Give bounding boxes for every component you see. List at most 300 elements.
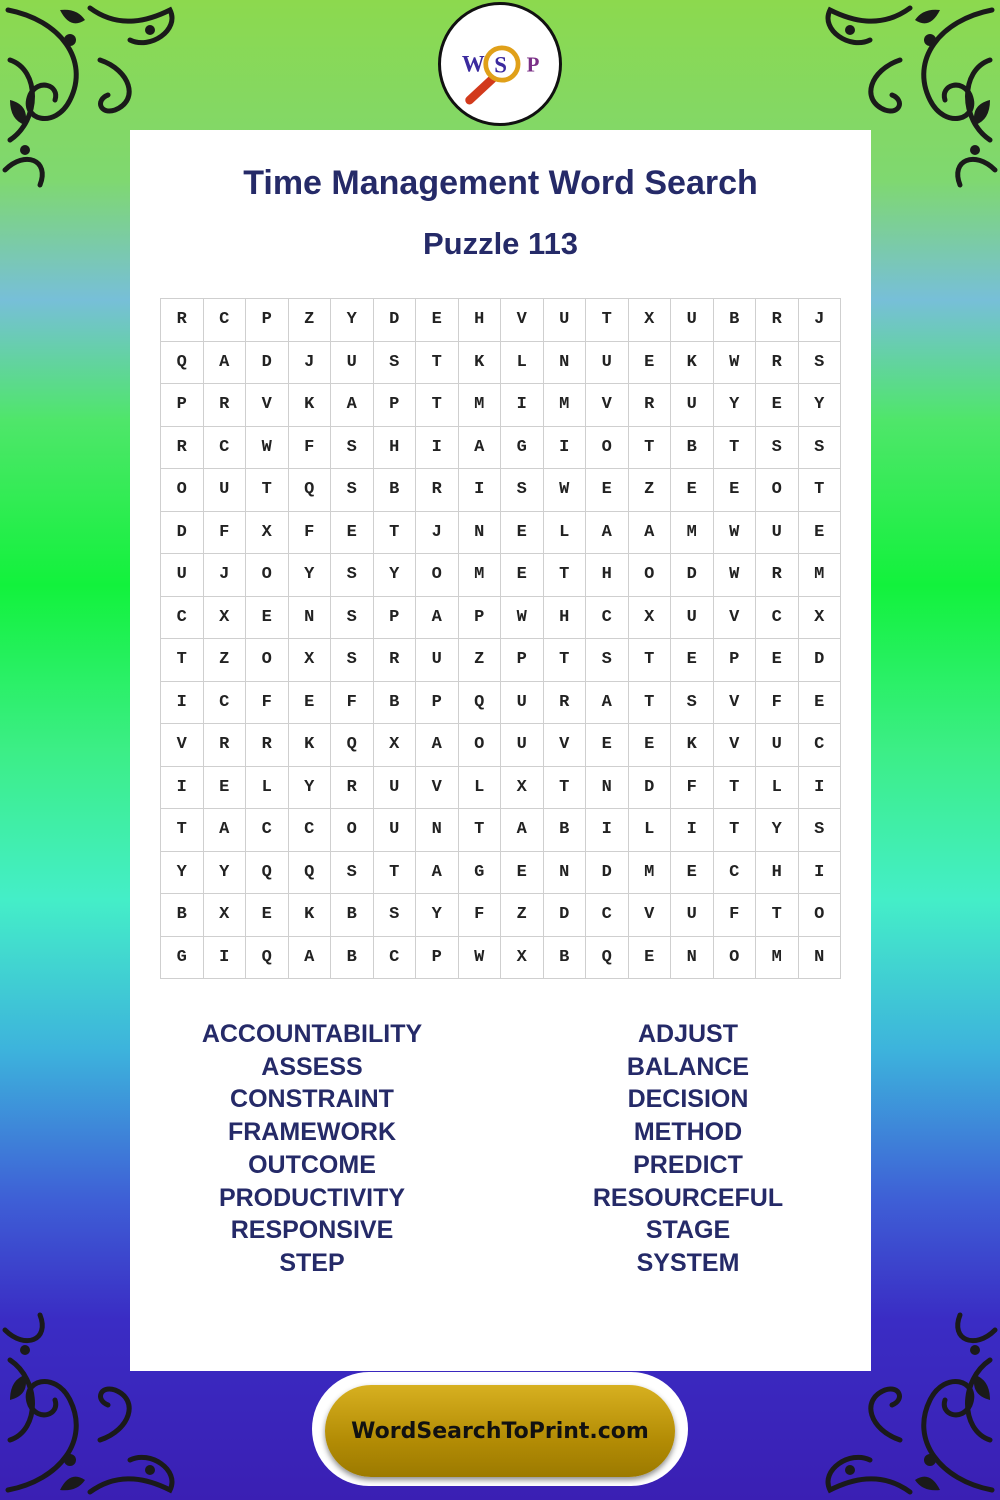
grid-cell: M (628, 851, 671, 894)
word-list-item: METHOD (633, 1118, 743, 1147)
grid-cell: B (713, 299, 756, 342)
word-list-item: ADJUST (637, 1020, 738, 1048)
grid-cell: U (373, 766, 416, 809)
grid-cell: I (161, 766, 204, 809)
grid-cell: S (373, 341, 416, 384)
grid-cell: C (586, 894, 629, 937)
grid-cell: L (543, 511, 586, 554)
grid-cell: Q (331, 724, 374, 767)
word-list-item: PRODUCTIVITY (218, 1183, 406, 1212)
grid-cell: A (501, 809, 544, 852)
grid-cell: M (543, 384, 586, 427)
grid-row (161, 809, 841, 852)
grid-cell: N (458, 511, 501, 554)
grid-cell: V (543, 724, 586, 767)
grid-cell: H (373, 426, 416, 469)
grid-cell: I (458, 469, 501, 512)
grid-cell: O (586, 426, 629, 469)
grid-cell: I (798, 851, 841, 894)
grid-cell: E (628, 341, 671, 384)
grid-cell: V (246, 384, 289, 427)
grid-cell: R (756, 341, 799, 384)
grid-cell: T (458, 809, 501, 852)
grid-cell: P (373, 596, 416, 639)
grid-cell: R (203, 724, 246, 767)
grid-cell: G (458, 851, 501, 894)
grid-cell: R (373, 639, 416, 682)
grid-cell: S (373, 894, 416, 937)
grid-cell: T (543, 554, 586, 597)
grid-cell: V (586, 384, 629, 427)
grid-cell: F (288, 511, 331, 554)
grid-cell: K (671, 724, 714, 767)
grid-cell: T (713, 766, 756, 809)
grid-cell: T (713, 426, 756, 469)
grid-cell: O (458, 724, 501, 767)
grid-cell: K (671, 341, 714, 384)
grid-cell: Z (628, 469, 671, 512)
grid-row (161, 341, 841, 384)
grid-cell: A (203, 809, 246, 852)
grid-cell: A (586, 681, 629, 724)
grid-cell: G (161, 936, 204, 979)
grid-cell: B (543, 936, 586, 979)
grid-row (161, 511, 841, 554)
grid-cell: S (331, 851, 374, 894)
grid-cell: H (458, 299, 501, 342)
grid-cell: U (331, 341, 374, 384)
word-list-item: RESPONSIVE (230, 1216, 394, 1245)
grid-cell: E (246, 596, 289, 639)
grid-cell: T (416, 341, 459, 384)
grid-cell: S (798, 809, 841, 852)
grid-cell: F (331, 681, 374, 724)
grid-cell: H (756, 851, 799, 894)
grid-row (161, 469, 841, 512)
grid-cell: Z (501, 894, 544, 937)
grid-cell: Y (798, 384, 841, 427)
grid-cell: C (161, 596, 204, 639)
grid-cell: I (671, 809, 714, 852)
grid-cell: U (671, 299, 714, 342)
grid-cell: A (288, 936, 331, 979)
grid-cell: C (203, 426, 246, 469)
grid-row (161, 554, 841, 597)
word-list-left (162, 1018, 462, 1280)
grid-cell: E (671, 639, 714, 682)
grid-cell: X (203, 894, 246, 937)
grid-cell: U (671, 894, 714, 937)
grid-cell: T (628, 426, 671, 469)
grid-cell: B (373, 681, 416, 724)
grid-cell: I (586, 809, 629, 852)
grid-cell: C (246, 809, 289, 852)
grid-cell: Y (713, 384, 756, 427)
grid-cell: N (416, 809, 459, 852)
grid-cell: E (501, 851, 544, 894)
grid-cell: U (671, 596, 714, 639)
grid-cell: X (501, 766, 544, 809)
grid-cell: D (671, 554, 714, 597)
grid-cell: Q (288, 469, 331, 512)
magnifier-logo-icon (441, 5, 559, 123)
grid-cell: M (798, 554, 841, 597)
grid-cell: U (203, 469, 246, 512)
grid-cell: B (161, 894, 204, 937)
grid-cell: B (373, 469, 416, 512)
grid-row (161, 426, 841, 469)
grid-cell: Z (203, 639, 246, 682)
grid-cell: E (628, 724, 671, 767)
grid-cell: J (416, 511, 459, 554)
grid-cell: P (161, 384, 204, 427)
grid-cell: Y (756, 809, 799, 852)
grid-cell: H (586, 554, 629, 597)
grid-cell: K (288, 724, 331, 767)
grid-cell: D (798, 639, 841, 682)
grid-cell: V (501, 299, 544, 342)
grid-cell: U (416, 639, 459, 682)
grid-cell: T (628, 639, 671, 682)
grid-cell: O (628, 554, 671, 597)
grid-cell: L (458, 766, 501, 809)
grid-cell: E (288, 681, 331, 724)
grid-cell: T (586, 299, 629, 342)
grid-cell: P (416, 936, 459, 979)
grid-cell: E (586, 469, 629, 512)
grid-cell: T (543, 639, 586, 682)
grid-row (161, 894, 841, 937)
puzzle-number: Puzzle 113 (422, 226, 579, 261)
grid-cell: F (756, 681, 799, 724)
grid-cell: P (246, 299, 289, 342)
grid-cell: W (501, 596, 544, 639)
logo-letter-w: W (461, 51, 485, 77)
grid-cell: C (288, 809, 331, 852)
grid-cell: C (586, 596, 629, 639)
grid-cell: O (246, 639, 289, 682)
grid-cell: P (373, 384, 416, 427)
wsp-logo (438, 2, 562, 126)
grid-cell: N (288, 596, 331, 639)
grid-cell: I (416, 426, 459, 469)
grid-cell: E (416, 299, 459, 342)
word-list-item: SYSTEM (636, 1248, 740, 1277)
grid-cell: F (458, 894, 501, 937)
grid-cell: F (671, 766, 714, 809)
grid-cell: B (671, 426, 714, 469)
grid-cell: F (203, 511, 246, 554)
grid-cell: R (331, 766, 374, 809)
grid-cell: W (713, 511, 756, 554)
grid-cell: R (416, 469, 459, 512)
word-list-item: ACCOUNTABILITY (201, 1020, 423, 1048)
grid-cell: V (161, 724, 204, 767)
grid-row (161, 681, 841, 724)
grid-cell: S (331, 639, 374, 682)
grid-cell: X (628, 596, 671, 639)
grid-cell: U (501, 681, 544, 724)
grid-cell: D (373, 299, 416, 342)
grid-cell: T (246, 469, 289, 512)
grid-cell: E (671, 851, 714, 894)
grid-cell: V (628, 894, 671, 937)
grid-cell: R (246, 724, 289, 767)
grid-cell: U (671, 384, 714, 427)
grid-cell: E (331, 511, 374, 554)
grid-cell: O (331, 809, 374, 852)
grid-cell: C (713, 851, 756, 894)
grid-cell: Q (458, 681, 501, 724)
grid-cell: T (628, 681, 671, 724)
grid-cell: S (586, 639, 629, 682)
grid-cell: A (416, 724, 459, 767)
grid-cell: Y (373, 554, 416, 597)
grid-row (161, 384, 841, 427)
word-list-item: STAGE (645, 1216, 731, 1245)
grid-cell: O (161, 469, 204, 512)
grid-cell: V (416, 766, 459, 809)
grid-cell: S (331, 554, 374, 597)
grid-cell: T (373, 851, 416, 894)
grid-cell: M (671, 511, 714, 554)
logo-letter-s: S (494, 52, 507, 78)
grid-cell: L (628, 809, 671, 852)
grid-cell: M (458, 384, 501, 427)
grid-cell: N (586, 766, 629, 809)
grid-cell: M (458, 554, 501, 597)
grid-cell: O (756, 469, 799, 512)
grid-cell: R (161, 299, 204, 342)
grid-cell: L (501, 341, 544, 384)
grid-row (161, 936, 841, 979)
grid-cell: T (161, 809, 204, 852)
grid-cell: I (203, 936, 246, 979)
grid-cell: E (203, 766, 246, 809)
grid-cell: A (331, 384, 374, 427)
grid-cell: K (458, 341, 501, 384)
grid-cell: T (713, 809, 756, 852)
grid-cell: N (671, 936, 714, 979)
grid-cell: U (373, 809, 416, 852)
word-list-item: STEP (279, 1248, 345, 1277)
grid-cell: S (798, 426, 841, 469)
grid-cell: S (501, 469, 544, 512)
grid-cell: N (543, 341, 586, 384)
word-list-item: FRAMEWORK (227, 1118, 397, 1147)
grid-cell: C (373, 936, 416, 979)
grid-cell: X (628, 299, 671, 342)
grid-cell: K (288, 894, 331, 937)
grid-cell: V (713, 724, 756, 767)
grid-cell: M (756, 936, 799, 979)
grid-cell: U (756, 724, 799, 767)
grid-cell: N (798, 936, 841, 979)
grid-cell: V (713, 681, 756, 724)
grid-cell: D (586, 851, 629, 894)
grid-cell: X (246, 511, 289, 554)
grid-cell: T (161, 639, 204, 682)
word-list-item: ASSESS (261, 1052, 363, 1081)
grid-cell: P (458, 596, 501, 639)
grid-cell: E (671, 469, 714, 512)
grid-cell: W (713, 554, 756, 597)
grid-cell: E (798, 511, 841, 554)
grid-cell: Q (161, 341, 204, 384)
grid-cell: R (203, 384, 246, 427)
grid-cell: B (331, 936, 374, 979)
grid-row (161, 596, 841, 639)
grid-cell: A (586, 511, 629, 554)
grid-cell: A (416, 851, 459, 894)
grid-cell: A (416, 596, 459, 639)
grid-cell: I (501, 384, 544, 427)
word-list-item: DECISION (627, 1085, 749, 1114)
grid-cell: Q (586, 936, 629, 979)
word-list-item: PREDICT (633, 1150, 743, 1179)
grid-cell: G (501, 426, 544, 469)
grid-cell: T (416, 384, 459, 427)
puzzle-sheet (130, 130, 871, 1371)
grid-cell: L (246, 766, 289, 809)
grid-cell: A (458, 426, 501, 469)
grid-cell: O (416, 554, 459, 597)
grid-cell: X (501, 936, 544, 979)
grid-cell: R (756, 299, 799, 342)
grid-cell: Z (288, 299, 331, 342)
grid-cell: E (501, 554, 544, 597)
grid-cell: S (798, 341, 841, 384)
grid-cell: B (331, 894, 374, 937)
grid-cell: S (756, 426, 799, 469)
grid-cell: J (203, 554, 246, 597)
grid-cell: D (161, 511, 204, 554)
grid-cell: D (628, 766, 671, 809)
word-list-item: OUTCOME (248, 1150, 376, 1179)
grid-cell: Q (246, 936, 289, 979)
grid-cell: U (501, 724, 544, 767)
grid-cell: W (246, 426, 289, 469)
grid-cell: J (798, 299, 841, 342)
grid-cell: R (756, 554, 799, 597)
grid-cell: I (543, 426, 586, 469)
grid-cell: A (628, 511, 671, 554)
grid-cell: X (288, 639, 331, 682)
grid-row (161, 851, 841, 894)
grid-cell: P (501, 639, 544, 682)
grid-row (161, 639, 841, 682)
grid-cell: O (713, 936, 756, 979)
grid-cell: C (756, 596, 799, 639)
grid-cell: E (756, 384, 799, 427)
grid-cell: P (416, 681, 459, 724)
grid-cell: J (288, 341, 331, 384)
grid-cell: C (203, 681, 246, 724)
grid-cell: P (713, 639, 756, 682)
grid-cell: E (756, 639, 799, 682)
grid-cell: A (203, 341, 246, 384)
grid-cell: E (586, 724, 629, 767)
grid-cell: Y (161, 851, 204, 894)
grid-cell: F (288, 426, 331, 469)
grid-cell: K (288, 384, 331, 427)
grid-cell: I (798, 766, 841, 809)
grid-cell: I (161, 681, 204, 724)
letter-grid (160, 298, 841, 979)
grid-cell: H (543, 596, 586, 639)
grid-cell: W (458, 936, 501, 979)
grid-cell: E (798, 681, 841, 724)
grid-cell: Y (331, 299, 374, 342)
grid-cell: R (161, 426, 204, 469)
grid-cell: X (373, 724, 416, 767)
grid-cell: U (586, 341, 629, 384)
site-link[interactable]: WordSearchToPrint.com (351, 1418, 649, 1444)
grid-cell: W (713, 341, 756, 384)
grid-cell: T (798, 469, 841, 512)
grid-cell: F (246, 681, 289, 724)
grid-cell: E (628, 936, 671, 979)
grid-cell: E (713, 469, 756, 512)
grid-cell: R (543, 681, 586, 724)
grid-cell: S (331, 426, 374, 469)
grid-cell: T (543, 766, 586, 809)
grid-cell: X (798, 596, 841, 639)
word-list-item: RESOURCEFUL (592, 1183, 784, 1212)
grid-cell: T (373, 511, 416, 554)
footer-badge[interactable] (325, 1385, 675, 1477)
grid-cell: U (756, 511, 799, 554)
page-title: Time Management Word Search (243, 164, 758, 202)
word-list-item: BALANCE (626, 1052, 750, 1081)
grid-cell: C (203, 299, 246, 342)
grid-cell: L (756, 766, 799, 809)
grid-cell: X (203, 596, 246, 639)
grid-cell: S (331, 469, 374, 512)
grid-cell: U (543, 299, 586, 342)
grid-cell: E (501, 511, 544, 554)
grid-cell: U (161, 554, 204, 597)
grid-row (161, 299, 841, 342)
grid-cell: Y (203, 851, 246, 894)
grid-cell: Y (288, 554, 331, 597)
grid-cell: B (543, 809, 586, 852)
grid-row (161, 766, 841, 809)
grid-cell: W (543, 469, 586, 512)
grid-cell: D (543, 894, 586, 937)
grid-cell: N (543, 851, 586, 894)
grid-cell: S (331, 596, 374, 639)
grid-cell: Z (458, 639, 501, 682)
grid-cell: O (798, 894, 841, 937)
grid-cell: Y (416, 894, 459, 937)
logo-letter-p: P (526, 52, 540, 77)
grid-cell: S (671, 681, 714, 724)
grid-cell: Q (288, 851, 331, 894)
grid-cell: F (713, 894, 756, 937)
grid-cell: E (246, 894, 289, 937)
grid-cell: Q (246, 851, 289, 894)
grid-cell: O (246, 554, 289, 597)
grid-cell: T (756, 894, 799, 937)
grid-cell: D (246, 341, 289, 384)
grid-cell: V (713, 596, 756, 639)
word-list-right (538, 1018, 838, 1280)
grid-cell: Y (288, 766, 331, 809)
grid-cell: C (798, 724, 841, 767)
grid-row (161, 724, 841, 767)
grid-cell: R (628, 384, 671, 427)
